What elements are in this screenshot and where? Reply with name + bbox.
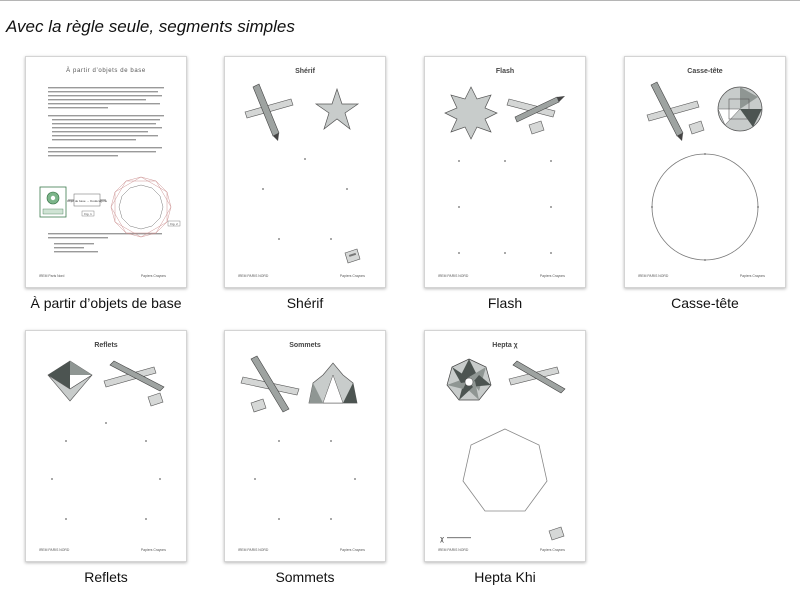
- eraser-icon: [549, 527, 564, 540]
- footer-right: Papiers Crayons: [739, 274, 765, 278]
- section-heading: Avec la règle seule, segments simples: [6, 17, 295, 36]
- footer-left: IREM PARIS NORD: [438, 274, 469, 278]
- footer-left: IREM PARIS NORD: [238, 548, 269, 552]
- footer-left: IREM PARIS NORD: [438, 548, 469, 552]
- footer-right: Papiers Crayons: [539, 548, 565, 552]
- card-caption-link[interactable]: Sommets: [275, 569, 335, 585]
- worksheet-preview: [425, 331, 585, 561]
- card-caption-link[interactable]: Shérif: [286, 295, 324, 311]
- card-sherif[interactable]: [211, 56, 399, 311]
- card-caption-link[interactable]: Flash: [487, 295, 523, 311]
- thumbnail-title: Casse-tête: [687, 68, 723, 75]
- worksheet-preview: [425, 57, 585, 287]
- eraser-icon: [251, 399, 266, 412]
- top-divider: [0, 0, 800, 1]
- worksheet-preview: [225, 57, 385, 287]
- footer-left: IREM PARIS NORD: [238, 274, 269, 278]
- worksheet-preview: [625, 57, 785, 287]
- thumbnail-title: À partir d’objets de base: [66, 68, 146, 74]
- card-caption-link[interactable]: Hepta Khi: [474, 569, 536, 585]
- thumbnail-hepta-khi[interactable]: [424, 330, 586, 562]
- heptagon-rosette-shape: [447, 359, 491, 400]
- thumbnail-title: Shérif: [295, 68, 315, 75]
- box-label: Fig. 2: [170, 222, 178, 226]
- card-casse-tete[interactable]: [611, 56, 799, 311]
- thumbnail-casse-tete[interactable]: [624, 56, 786, 288]
- card-caption-link[interactable]: À partir d’objets de base: [30, 295, 182, 311]
- card-sommets[interactable]: [211, 330, 399, 585]
- burst-shape: [445, 87, 497, 139]
- eraser-icon: [345, 249, 360, 263]
- card-flash[interactable]: [411, 56, 599, 311]
- worksheet-preview: [26, 57, 186, 287]
- thumbnail-sherif[interactable]: [224, 56, 386, 288]
- worksheet-preview: [225, 331, 385, 561]
- thumbnail-objets-de-base[interactable]: [25, 56, 187, 288]
- box-label: Objet de base → Dodécagone: [66, 199, 108, 203]
- disc-puzzle-shape: [718, 87, 762, 131]
- thumbnail-sommets[interactable]: [224, 330, 386, 562]
- footer-right: Papiers Crayons: [140, 548, 166, 552]
- thumbnail-title: Sommets: [289, 342, 321, 349]
- thumbnail-reflets[interactable]: [25, 330, 187, 562]
- pencil-icon: [110, 361, 164, 391]
- worksheet-preview: [26, 331, 186, 561]
- eraser-icon: [529, 121, 544, 134]
- thumbnail-title: Hepta χ: [492, 342, 518, 349]
- card-caption-link[interactable]: Casse-tête: [671, 295, 739, 311]
- eraser-icon: [148, 393, 163, 406]
- card-hepta-khi[interactable]: [411, 330, 599, 585]
- footer-right: Papiers Crayons: [339, 548, 365, 552]
- footer-left: IREM PARIS NORD: [39, 548, 70, 552]
- card-objets-de-base[interactable]: [12, 56, 200, 311]
- thumbnail-flash[interactable]: [424, 56, 586, 288]
- kite-shape: [48, 361, 92, 401]
- footer-left: IREM PARIS NORD: [638, 274, 669, 278]
- chi-icon: [440, 535, 471, 543]
- star-shape: [316, 89, 358, 129]
- crown-shape: [309, 363, 357, 403]
- box-label: Fig. 1: [84, 212, 92, 216]
- footer-right: Papiers Crayons: [140, 274, 166, 278]
- card-caption-link[interactable]: Reflets: [84, 569, 128, 585]
- card-reflets[interactable]: [12, 330, 200, 585]
- footer-left: IREM Paris Nord: [39, 274, 65, 278]
- footer-right: Papiers Crayons: [339, 274, 365, 278]
- thumbnail-title: Reflets: [94, 342, 118, 349]
- svg-text:χ: χ: [440, 535, 445, 543]
- eraser-icon: [689, 121, 704, 134]
- thumbnail-title: Flash: [495, 68, 515, 75]
- footer-right: Papiers Crayons: [539, 274, 565, 278]
